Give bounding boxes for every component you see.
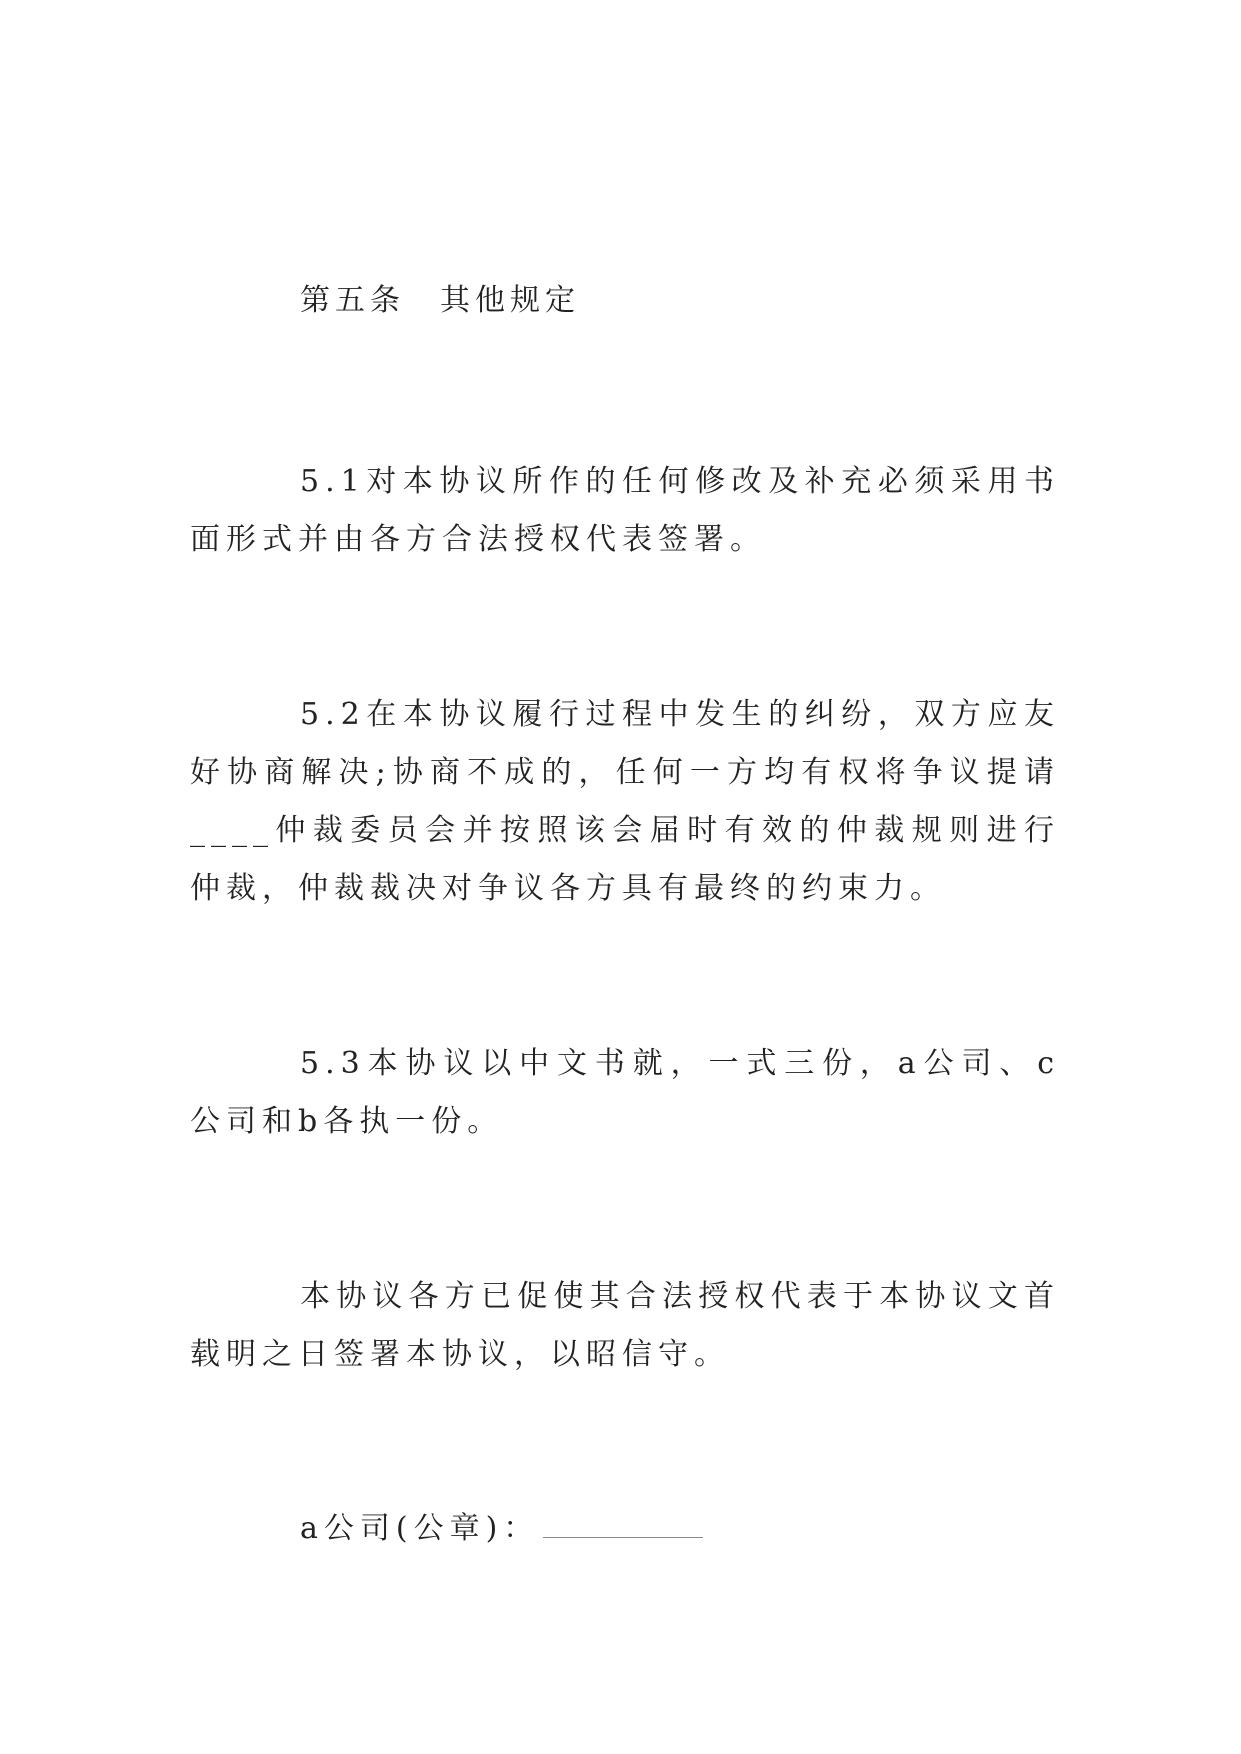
signature-blank [543, 1517, 703, 1538]
clause-5-2: 5.2在本协议履行过程中发生的纠纷，双方应友好协商解决;协商不成的，任何一方均有权将争议提请____仲裁委员会并按照该会届时有效的仲裁规则进行仲裁，仲裁裁决对争议各方具有最终的约束力。 [190, 697, 1060, 906]
closing-statement: 本协议各方已促使其合法授权代表于本协议文首载明之日签署本协议，以昭信守。 [190, 1279, 1060, 1372]
clause-5-3: 5.3本协议以中文书就，一式三份，a公司、c公司和b各执一份。 [190, 1046, 1060, 1139]
signature-line [190, 1500, 1060, 1558]
clause-5-1: 5.1对本协议所作的任何修改及补充必须采用书面形式并由各方合法授权代表签署。 [190, 464, 1060, 557]
article-heading: 第五条 其他规定 [300, 283, 580, 318]
signature-label: a公司(公章)： [300, 1511, 540, 1546]
